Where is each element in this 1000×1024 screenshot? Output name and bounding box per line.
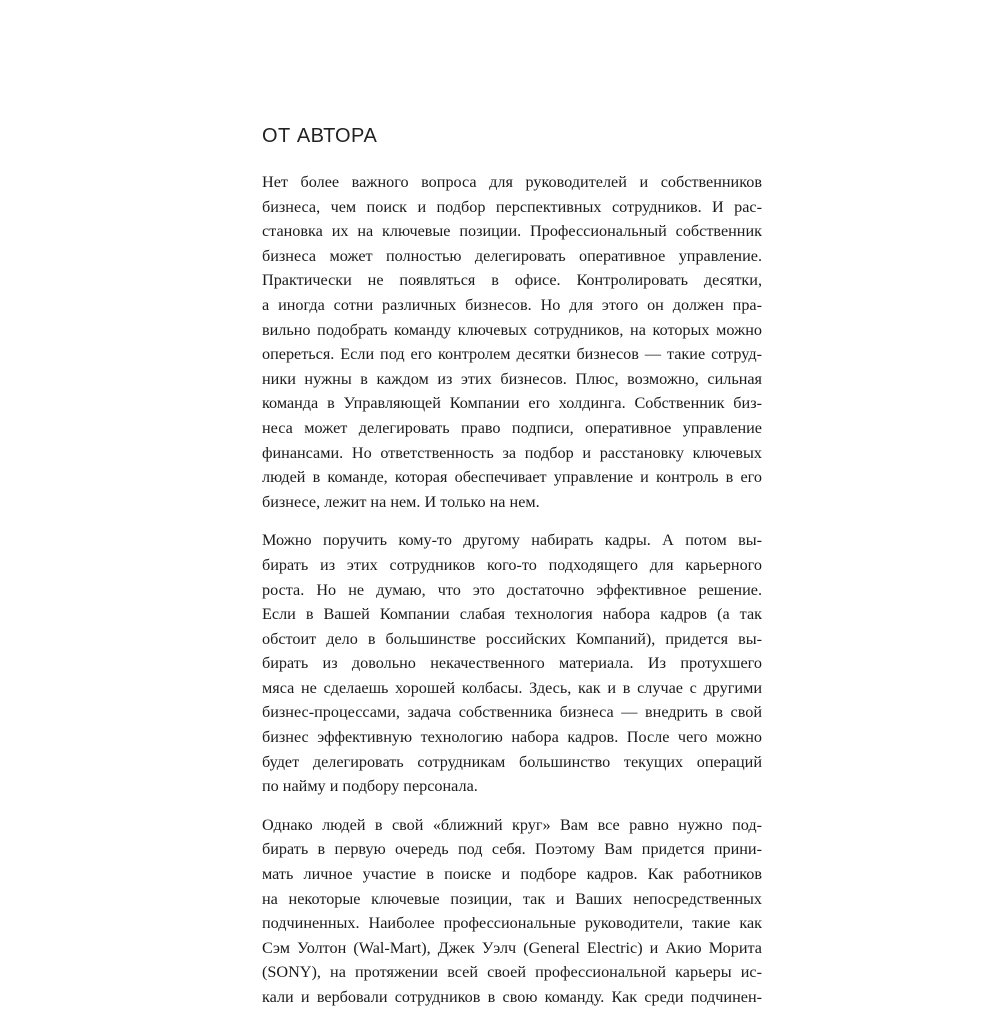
text-line: опереться. Если под его контролем десятки бизнесов — такие сотруд- [262, 345, 762, 364]
text-line: становка их на ключевые позиции. Профессиональный собственник [262, 222, 762, 241]
paragraph [262, 528, 762, 799]
text-line: роста. Но не думаю, что это достаточно эффективное решение. [262, 580, 762, 599]
text-line: Нет более важного вопроса для руководителей и собственников [262, 173, 762, 191]
section-heading: ОТ АВТОРА [262, 125, 378, 147]
text-line: по найму и подбору персонала. [262, 777, 478, 796]
paragraph [262, 170, 762, 514]
text-line: мать личное участие в поиске и подборе кадров. Как работников [262, 865, 762, 884]
text-line: команда в Управляющей Компании его холдинга. Собственник биз- [262, 394, 762, 413]
text-line: Однако людей в свой «ближний круг» Вам все равно нужно под- [262, 815, 762, 834]
text-line: на некоторые ключевые позиции, так и Ваших непосредственных [262, 889, 762, 908]
text-line: (SONY), на протяжении всей своей профессиональной карьеры ис- [262, 963, 762, 982]
text-line: вильно подобрать команду ключевых сотрудников, на которых можно [262, 320, 762, 339]
text-line: Если в Вашей Компании слабая технология набора кадров (а так [262, 605, 762, 624]
text-line: бирать из довольно некачественного материала. Из протухшего [262, 654, 762, 673]
text-line: а иногда сотни различных бизнесов. Но для этого он должен пра- [262, 295, 762, 314]
text-line: бизнесе, лежит на нем. И только на нем. [262, 492, 540, 511]
book-page [262, 122, 762, 1024]
text-line: будет делегировать сотрудникам большинство текущих операций [262, 752, 762, 771]
text-line: Практически не появляться в офисе. Контролировать десятки, [262, 271, 762, 290]
text-line: людей в команде, которая обеспечивает управление и контроль в его [262, 468, 762, 487]
text-line: Сэм Уолтон (Wal-Mart), Джек Уэлч (General Electric) и Акио Морита [262, 938, 762, 957]
text-line: Можно поручить кому-то другому набирать кадры. А потом вы- [262, 531, 762, 550]
text-line: обстоит дело в большинстве российских Компаний), придется вы- [262, 629, 762, 648]
text-line: ники нужны в каждом из этих бизнесов. Плюс, возможно, сильная [262, 369, 762, 388]
paragraph [262, 813, 762, 1010]
text-line: подчиненных. Наиболее профессиональные руководители, такие как [262, 914, 762, 933]
text-line: бизнеса, чем поиск и подбор перспективных сотрудников. И рас- [262, 197, 762, 216]
text-line: мяса не сделаешь хорошей колбасы. Здесь, как и в случае с другими [262, 678, 762, 697]
text-line: бизнес эффективную технологию набора кадров. После чего можно [262, 728, 762, 747]
text-line: бизнеса может полностью делегировать оперативное управление. [262, 246, 762, 265]
text-line: неса может делегировать право подписи, оперативное управление [262, 418, 762, 437]
text-line: бирать в первую очередь под себя. Поэтому Вам придется прини- [262, 840, 762, 859]
text-line: кали и вербовали сотрудников в свою команду. Как среди подчинен- [262, 988, 762, 1006]
body-text [262, 170, 762, 1010]
text-line: бизнес-процессами, задача собственника бизнеса — внедрить в свой [262, 703, 762, 722]
text-line: бирать из этих сотрудников кого-то подходящего для карьерного [262, 555, 762, 574]
text-line: финансами. Но ответственность за подбор и расстановку ключевых [262, 443, 762, 462]
